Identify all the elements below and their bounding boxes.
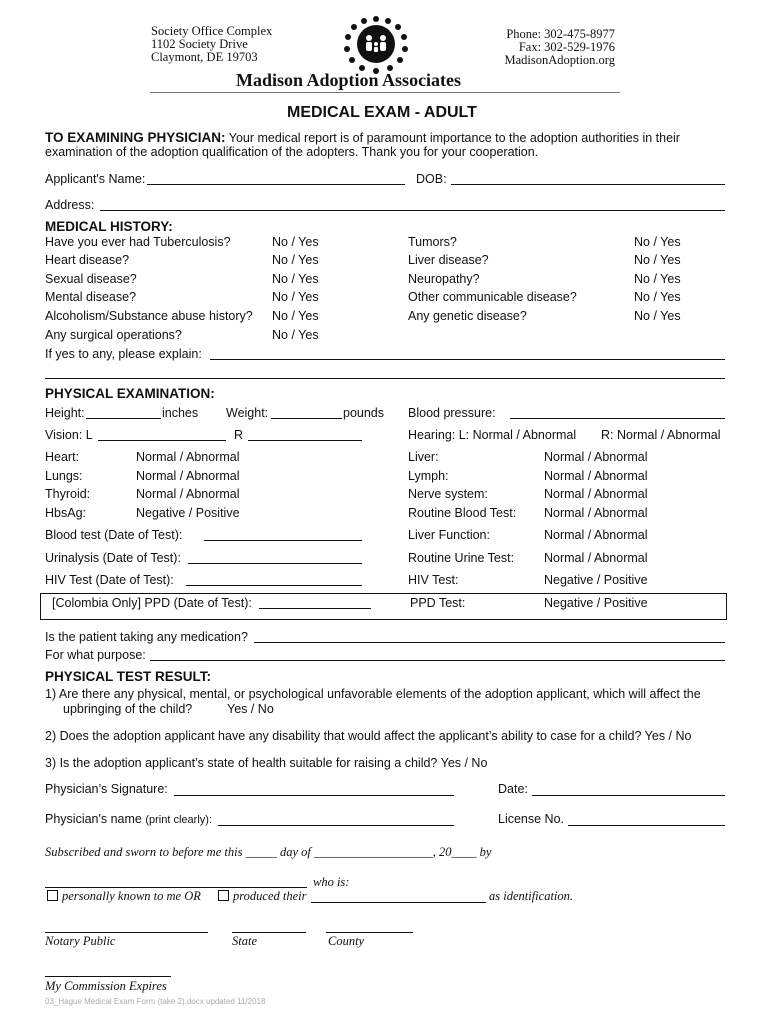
physical-exam-heading: PHYSICAL EXAMINATION: — [45, 386, 215, 401]
history-answer[interactable]: No / Yes — [272, 235, 319, 249]
footer-filename: 03_Hague Medical Exam Form (take 2).docx updated 11/2018 — [45, 997, 266, 1006]
history-question: Any surgical operations? — [45, 328, 182, 342]
exam-item-value[interactable]: Normal / Abnormal — [544, 450, 648, 464]
applicant-name-label: Applicant's Name: — [45, 172, 146, 186]
liver-function-value[interactable]: Normal / Abnormal — [544, 528, 648, 542]
physician-name-field[interactable] — [218, 825, 454, 826]
purpose-field[interactable] — [150, 660, 725, 661]
intro-line-1 — [45, 130, 680, 145]
result-answer-1[interactable]: Yes / No — [227, 702, 274, 716]
who-is-label: who is: — [313, 875, 350, 889]
history-question: Liver disease? — [408, 253, 489, 267]
medical-history-heading: MEDICAL HISTORY: — [45, 219, 173, 234]
history-answer[interactable]: No / Yes — [272, 290, 319, 304]
result-question-2: 2) Does the adoption applicant have any disability that would affect the applicant’s ability to case for a child? Yes / No — [45, 729, 692, 743]
sworn-by-name-field[interactable] — [45, 887, 307, 888]
blood-test-label: Blood test (Date of Test): — [45, 528, 183, 542]
vision-right-field[interactable] — [248, 440, 362, 441]
signature-date-field[interactable] — [532, 795, 725, 796]
exam-item-label: HbsAg: — [45, 506, 86, 520]
address-line-1: Society Office Complex — [151, 24, 273, 38]
explain-label: If yes to any, please explain: — [45, 347, 202, 361]
dob-label: DOB: — [416, 172, 447, 186]
height-label: Height: — [45, 406, 85, 420]
personally-known-option[interactable] — [47, 889, 201, 904]
history-answer[interactable]: No / Yes — [272, 253, 319, 267]
hiv-test-label: HIV Test: — [408, 573, 459, 587]
result-question-3: 3) Is the adoption applicant’s state of health suitable for raising a child? Yes / No — [45, 756, 488, 770]
history-question: Heart disease? — [45, 253, 130, 267]
vision-left-field[interactable] — [98, 440, 226, 441]
history-question: Other communicable disease? — [408, 290, 577, 304]
history-question: Tumors? — [408, 235, 457, 249]
address-label: Address: — [45, 198, 95, 212]
exam-item-value[interactable]: Normal / Abnormal — [136, 450, 240, 464]
history-answer[interactable]: No / Yes — [272, 328, 319, 342]
notary-public-label: Notary Public — [45, 934, 116, 948]
license-label: License No. — [498, 812, 565, 826]
weight-field[interactable] — [271, 418, 342, 419]
blood-pressure-field[interactable] — [510, 418, 725, 419]
result-question-1: 1) Are there any physical, mental, or psychological unfavorable elements of the adoption applicant, which will affect the — [45, 687, 701, 701]
county-label: County — [328, 934, 365, 948]
notary-signature-field[interactable] — [45, 932, 208, 933]
intro-text-2: examination of the adoption qualification of the adopters. Thank you for your cooperation. — [45, 145, 539, 159]
history-question: Have you ever had Tuberculosis? — [45, 235, 231, 249]
office-address — [151, 25, 272, 64]
exam-item-value[interactable]: Normal / Abnormal — [136, 487, 240, 501]
liver-function-label: Liver Function: — [408, 528, 490, 542]
ppd-test-label: PPD Test: — [410, 596, 466, 610]
urine-test-value[interactable]: Normal / Abnormal — [544, 551, 648, 565]
hearing-left-label: Hearing: L: Normal / Abnormal — [408, 428, 577, 442]
test-result-heading: PHYSICAL TEST RESULT: — [45, 669, 212, 684]
hearing-right-label: R: Normal / Abnormal — [601, 428, 721, 442]
urinalysis-date-field[interactable] — [188, 563, 362, 564]
phone-number: Phone: 302-475-8977 — [506, 27, 615, 41]
intro-lead: TO EXAMINING PHYSICIAN: — [45, 130, 226, 145]
history-question: Any genetic disease? — [408, 309, 527, 323]
license-field[interactable] — [568, 825, 725, 826]
physician-signature-label: Physician’s Signature: — [45, 782, 168, 796]
state-field[interactable] — [232, 932, 306, 933]
signature-date-label: Date: — [498, 782, 528, 796]
identification-field[interactable] — [311, 902, 486, 903]
commission-expires-field[interactable] — [45, 976, 171, 977]
history-question: Sexual disease? — [45, 272, 137, 286]
exam-item-label: Lungs: — [45, 469, 83, 483]
blood-test-date-field[interactable] — [204, 540, 362, 541]
result-question-1-cont: upbringing of the child? — [63, 702, 193, 716]
sworn-statement: Subscribed and sworn to before me this _____ day of ___________________, 20____ by — [45, 845, 492, 859]
explain-field-2[interactable] — [45, 378, 725, 379]
exam-item-value[interactable]: Normal / Abnormal — [544, 469, 648, 483]
hiv-test-date-field[interactable] — [186, 585, 362, 586]
produced-id-label: produced their — [233, 889, 307, 903]
exam-item-value[interactable]: Negative / Positive — [136, 506, 240, 520]
address-field[interactable] — [100, 210, 725, 211]
exam-item-value[interactable]: Normal / Abnormal — [136, 469, 240, 483]
exam-item-value[interactable]: Normal / Abnormal — [544, 487, 648, 501]
address-line-3: Claymont, DE 19703 — [151, 50, 258, 64]
exam-item-label: Routine Blood Test: — [408, 506, 517, 520]
purpose-label: For what purpose: — [45, 648, 146, 662]
exam-item-label: Thyroid: — [45, 487, 91, 501]
website-link[interactable]: MadisonAdoption.org — [504, 53, 615, 67]
inches-label: inches — [162, 406, 199, 420]
ppd-test-value[interactable]: Negative / Positive — [544, 596, 648, 610]
blood-pressure-label: Blood pressure: — [408, 406, 496, 420]
history-answer[interactable]: No / Yes — [272, 272, 319, 286]
county-field[interactable] — [326, 932, 413, 933]
history-answer[interactable]: No / Yes — [634, 309, 681, 323]
ppd-date-field[interactable] — [259, 608, 371, 609]
exam-item-label: Lymph: — [408, 469, 449, 483]
personally-known-checkbox[interactable] — [47, 890, 58, 901]
address-line-2: 1102 Society Drive — [151, 37, 248, 51]
applicant-name-field[interactable] — [147, 184, 405, 185]
intro-text-1: Your medical report is of paramount importance to the adoption authorities in their — [228, 131, 680, 145]
medication-field[interactable] — [254, 642, 725, 643]
produced-id-option[interactable] — [218, 889, 306, 904]
history-question: Alcoholism/Substance abuse history? — [45, 309, 253, 323]
physician-name-text: Physician's name — [45, 812, 142, 826]
explain-field[interactable] — [210, 359, 725, 360]
urinalysis-label: Urinalysis (Date of Test): — [45, 551, 181, 565]
urine-test-label: Routine Urine Test: — [408, 551, 515, 565]
hiv-test-value[interactable]: Negative / Positive — [544, 573, 648, 587]
physician-signature-field[interactable] — [174, 795, 454, 796]
history-answer[interactable]: No / Yes — [634, 235, 681, 249]
weight-label: Weight: — [226, 406, 269, 420]
dob-field[interactable] — [451, 184, 725, 185]
history-answer[interactable]: No / Yes — [634, 272, 681, 286]
pounds-label: pounds — [343, 406, 385, 420]
organization-name: Madison Adoption Associates — [236, 70, 462, 90]
exam-item-label: Heart: — [45, 450, 80, 464]
state-label: State — [232, 934, 257, 948]
history-question: Mental disease? — [45, 290, 137, 304]
as-identification-label: as identification. — [489, 889, 574, 903]
exam-item-label: Liver: — [408, 450, 439, 464]
medication-label: Is the patient taking any medication? — [45, 630, 248, 644]
exam-item-label: Nerve system: — [408, 487, 488, 501]
organization-logo — [338, 14, 414, 74]
history-answer[interactable]: No / Yes — [634, 290, 681, 304]
history-question: Neuropathy? — [408, 272, 480, 286]
physician-name-label — [45, 812, 212, 826]
physician-name-hint: (print clearly): — [145, 814, 212, 826]
contact-info — [504, 28, 615, 67]
produced-id-checkbox[interactable] — [218, 890, 229, 901]
commission-expires-label: My Commission Expires — [45, 979, 167, 993]
vision-right-label: R — [234, 428, 244, 442]
height-field[interactable] — [86, 418, 161, 419]
ppd-date-label: [Colombia Only] PPD (Date of Test): — [52, 596, 252, 610]
hiv-test-date-label: HIV Test (Date of Test): — [45, 573, 174, 587]
fax-number: Fax: 302-529-1976 — [518, 40, 615, 54]
vision-left-label: Vision: L — [45, 428, 93, 442]
form-title: MEDICAL EXAM - ADULT — [287, 104, 477, 121]
personally-known-label: personally known to me OR — [62, 889, 201, 903]
history-answer[interactable]: No / Yes — [272, 309, 319, 323]
header-divider — [150, 92, 620, 93]
exam-item-value[interactable]: Normal / Abnormal — [544, 506, 648, 520]
history-answer[interactable]: No / Yes — [634, 253, 681, 267]
